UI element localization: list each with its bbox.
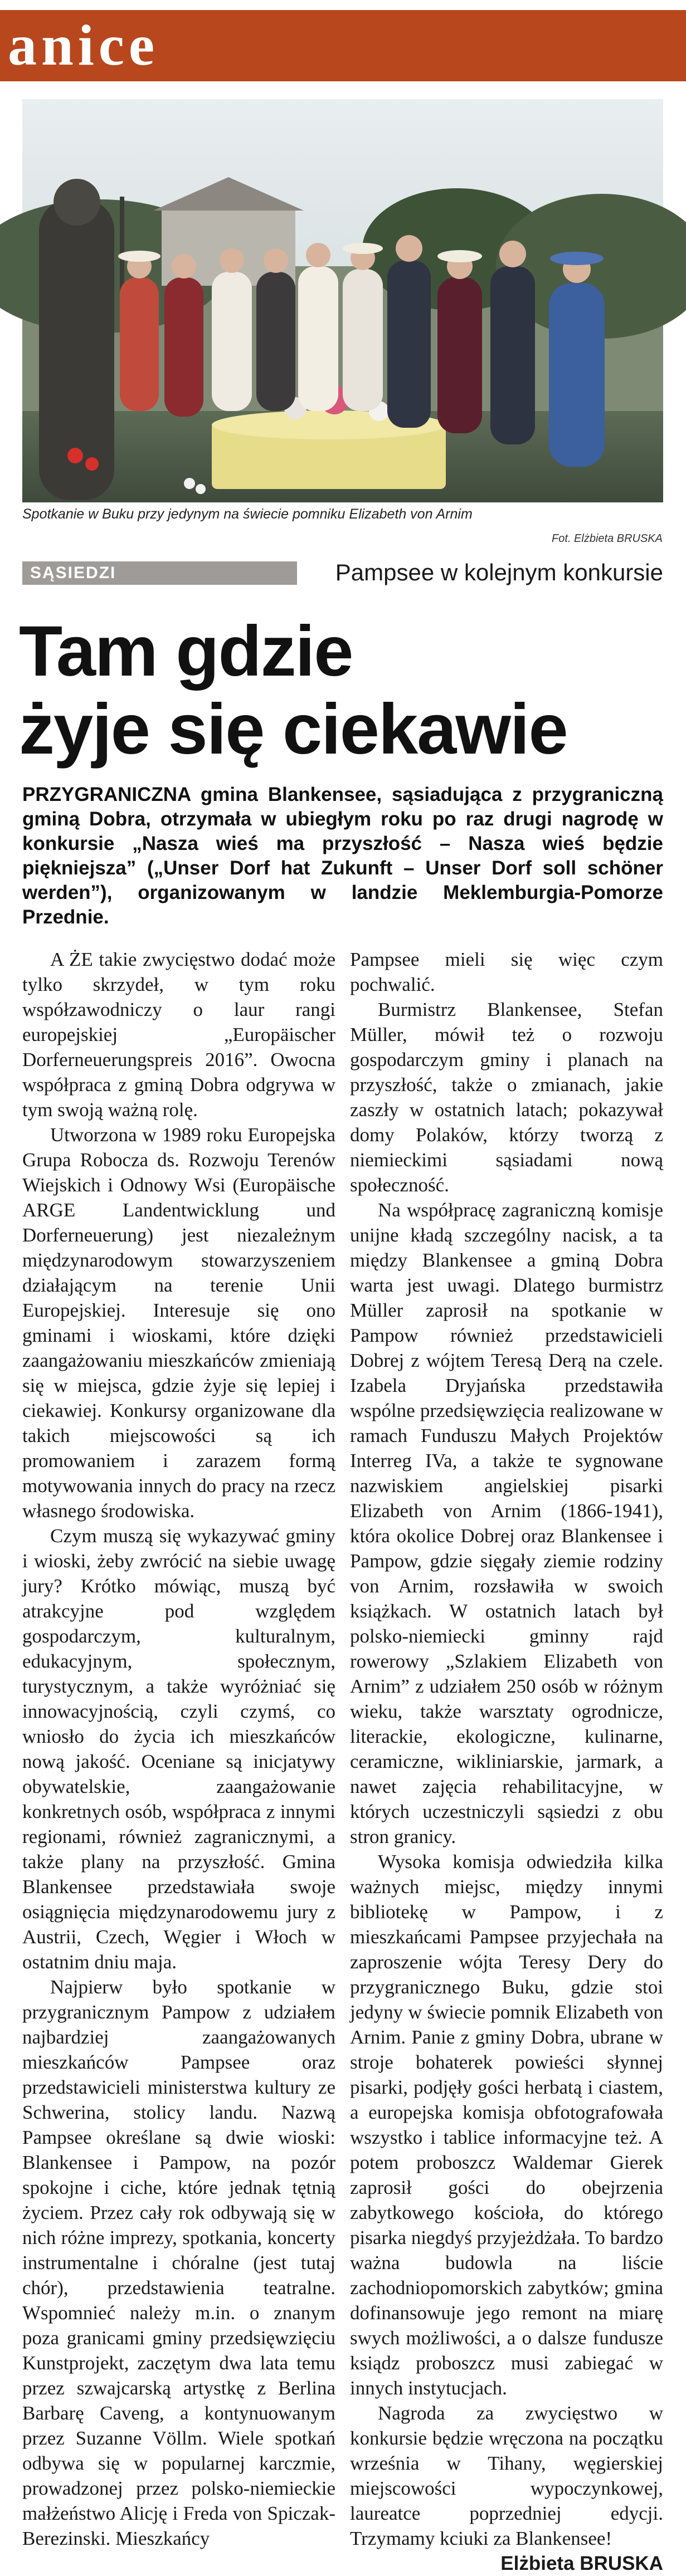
paragraph: Pampsee mieli się więc czym pochwalić. (350, 949, 663, 995)
photo-caption: Spotkanie w Buku przy jedynym na świecie pomniku Elizabeth von Arnim (22, 506, 473, 522)
headline-line-1: Tam gdzie (19, 612, 353, 691)
article-photo (22, 99, 663, 502)
section-banner (0, 0, 686, 81)
photo-illustration (22, 99, 663, 502)
headline-line-2: żyje się ciekawie (19, 690, 567, 769)
paragraph: Czym muszą się wykazywać gminy i wioski, żeby zwrócić na siebie uwagę jury? Krótko mówiąc, muszą być atrakcyjne pod względem gospodarczym, kulturalnym, edukacyjnym, społecznym, turystycznym, a także wyróżniać się innowacyjnością, czyli czymś, co wniosło do życia ich mieszkańców nową jakość. Oceniane są inicjatywy obywatelskie, zaangażowanie konkretnych osób, współpraca z innymi regionami, również zagranicznymi, a także plany na przyszłość. Gmina Blankensee przedstawiała swoje osiągnięcia międzynarodowemu jury z Austrii, Czech, Węgier i Włoch w ostatnim dniu maja. (22, 1525, 335, 1973)
paragraph: Utworzona w 1989 roku Europejska Grupa Robocza ds. Rozwoju Terenów Wiejskich i Odnowy Wsi (Europäische ARGE Landentwicklung und Dorferneuerung) jest niezależnym międzynarodowym stowarzyszeniem działającym na terenie Unii Europejskiej. Interesuje się ono gminami i wioskami, które dzięki zaangażowaniu mieszkańców zmieniają się w miejsca, gdzie żyje się lepiej i ciekawiej. Konkursy organizowane dla takich miejscowości są ich promowaniem i zarazem formą motywowania innych do pracy na rzecz własnego środowiska. (22, 1124, 335, 1522)
banner-text: anice (8, 13, 159, 77)
article-kicker: Pampsee w kolejnym konkursie (335, 559, 663, 585)
paragraph: Na współpracę zagraniczną komisje unijne kładą szczególny nacisk, a ta między Blankensee a gminą Dobra warta jest uwagi. Dlatego burmistrz Müller zaprosił na spotkanie w Pampow również przedstawicieli Dobrej z wójtem Teresą Derą na czele. Izabela Dryjańska przedstawiła wspólne przedsięwzięcia realizowane w ramach Funduszu Małych Projektów Interreg IVa, a także te sygnowane nazwiskiem angielskiej pisarki Elizabeth von Arnim (1866-1941), która okolice Dobrej oraz Blankensee i Pampow, gdzie sięgały ziemie rodziny von Arnim, rozsławiła w swoich książkach. W ostatnich latach był polsko-niemiecki gminny rajd rowerowy „Szlakiem Elizabeth von Arnim” z udziałem 250 osób w różnym wieku, także warsztaty ogrodnicze, literackie, ekologiczne, kulinarne, ceramiczne, wikliniarskie, jarmark, a nawet zajęcia rehabilitacyjne, w których uczestniczyli sąsiedzi z obu stron granicy. (350, 1199, 663, 1847)
paragraph: A ŻE takie zwycięstwo dodać może tylko skrzydeł, w tym roku współzawodniczy o laur rangi europejskiej „Europäischer Dorferneuerungspreis 2016”. Owocna współpraca z gminą Dobra odgrywa w tym swoją ważną rolę. (22, 949, 335, 1121)
paragraph: Wysoka komisja odwiedziła kilka ważnych miejsc, między innymi bibliotekę w Pampow, i z mieszkańcami Pampsee przyjechała na zaproszenie wójta Teresy Dery do przygranicznego Buku, gdzie stoi jedyny w świecie pomnik Elizabeth von Arnim. Panie z gminy Dobra, ubrane w stroje bohaterek powieści słynnej pisarki, podjęły gości herbatą i ciastem, a europejska komisja obfotografowała wszystko i tablice informacyjne też. A potem proboszcz Waldemar Gierek zaprosił gości do obejrzenia zabytkowego kościoła, do którego pisarka niegdyś przyjeżdżała. To bardzo ważna budowla na liście zachodniopomorskich zabytków; gmina dofinansowuje jego remont na miarę swych możliwości, a o dalsze fundusze ksiądz proboszcz musi zabiegać w innych instytucjach. (350, 1851, 663, 2399)
article-headline (19, 613, 665, 769)
photo-credit: Fot. Elżbieta BRUSKA (552, 532, 663, 545)
paragraph: Burmistrz Blankensee, Stefan Müller, mówił też o rozwoju gospodarczym gminy i planach na przyszłość, także o zmianach, jakie zaszły w ostatnich latach; pokazywał domy Polaków, którzy tworzą z niemieckimi sąsiadami nową społeczność. (350, 999, 663, 1196)
article-column-right (350, 947, 663, 2574)
section-label-bar (22, 561, 297, 585)
paragraph: Nagroda za zwycięstwo w konkursie będzie wręczona na początku września w Tihany, węgierskiej miejscowości wypoczynkowej, laureatce poprzedniej edycji. Trzymamy kciuki za Blankensee! (350, 2402, 663, 2549)
section-label: SĄSIEDZI (30, 564, 116, 582)
author-signature: Elżbieta BRUSKA (500, 2553, 663, 2574)
article-lead: PRZYGRANICZNA gmina Blankensee, sąsiadująca z przygraniczną gminą Dobra, otrzymała w ubiegłym roku po raz drugi nagrodę w konkursie „Nasza wieś ma przyszłość – Nasza wieś będzie piękniejsza” („Unser Dorf hat Zukunft – Unser Dorf soll schöner werden”), organizowanym w landzie Meklemburgia-Pomorze Przednie. (22, 784, 663, 928)
paragraph: Najpierw było spotkanie w przygranicznym Pampow z udziałem najbardziej zaangażowanych mieszkańców Pampsee oraz przedstawicieli ministerstwa kultury ze Schwerina, stolicy landu. Nazwą Pampsee określane są dwie wioski: Blankensee i Pampow, na pozór spokojne i ciche, które jednak tętnią życiem. Przez cały rok odbywają się w nich różne imprezy, spotkania, koncerty instrumentalne i chóralne (jest tutaj chór), przedstawienia teatralne. Wspomnieć należy m.in. o znanym poza granicami gminy przedsięwzięciu Kunstprojekt, zaczętym dwa lata temu przez szwajcarską artystkę z Berlina Barbarę Caveng, a kontynuowanym przez Suzanne Völlm. Wiele spotkań odbywa się w popularnej karczmie, prowadzonej przez polsko-niemieckie małżeństwo Alicję i Freda von Spiczak-Berezinski. Mieszkańcy (22, 1976, 335, 2549)
article-column-left (22, 947, 335, 2549)
